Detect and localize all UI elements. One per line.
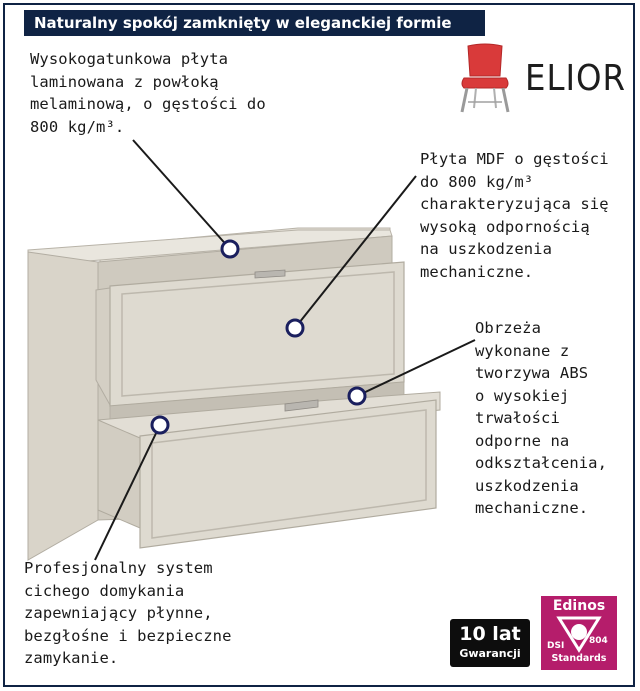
brand-name: ELIOR xyxy=(525,58,627,99)
annotation-mdf: Płyta MDF o gęstości do 800 kg/m³ charakteryzująca się wysoką odpornością na uszkodzenia mechaniczne. xyxy=(420,150,609,281)
annotation-soft-close: Profesjonalny system cichego domykania zapewniający płynne, bezgłośne i bezpieczne zamykanie. xyxy=(24,559,232,667)
warranty-label: Gwarancji xyxy=(459,647,521,660)
marker-dot-icon xyxy=(349,388,365,404)
marker-dot-icon xyxy=(222,241,238,257)
chair-logo-icon xyxy=(450,42,520,114)
warranty-badge xyxy=(450,619,530,667)
marker-dot-icon xyxy=(287,320,303,336)
annotation-abs-edges: Obrzeża wykonane z tworzywa ABS o wysokiej trwałości odporne na odkształcenia, uszkodzenia mechaniczne. xyxy=(475,319,608,517)
edinos-badge xyxy=(541,596,617,670)
page-title: Naturalny spokój zamknięty w eleganckiej formie xyxy=(24,10,485,36)
edinos-dsi: DSI xyxy=(547,641,565,651)
edinos-number: 804 xyxy=(589,636,608,646)
edinos-name: Edinos xyxy=(552,598,606,614)
annotation-laminate: Wysokogatunkowa płyta laminowana z powłoką melaminową, o gęstości do 800 kg/m³. xyxy=(30,50,266,136)
edinos-standards: Standards xyxy=(551,653,607,664)
warranty-years: 10 lat xyxy=(459,623,521,645)
marker-dot-icon xyxy=(152,417,168,433)
